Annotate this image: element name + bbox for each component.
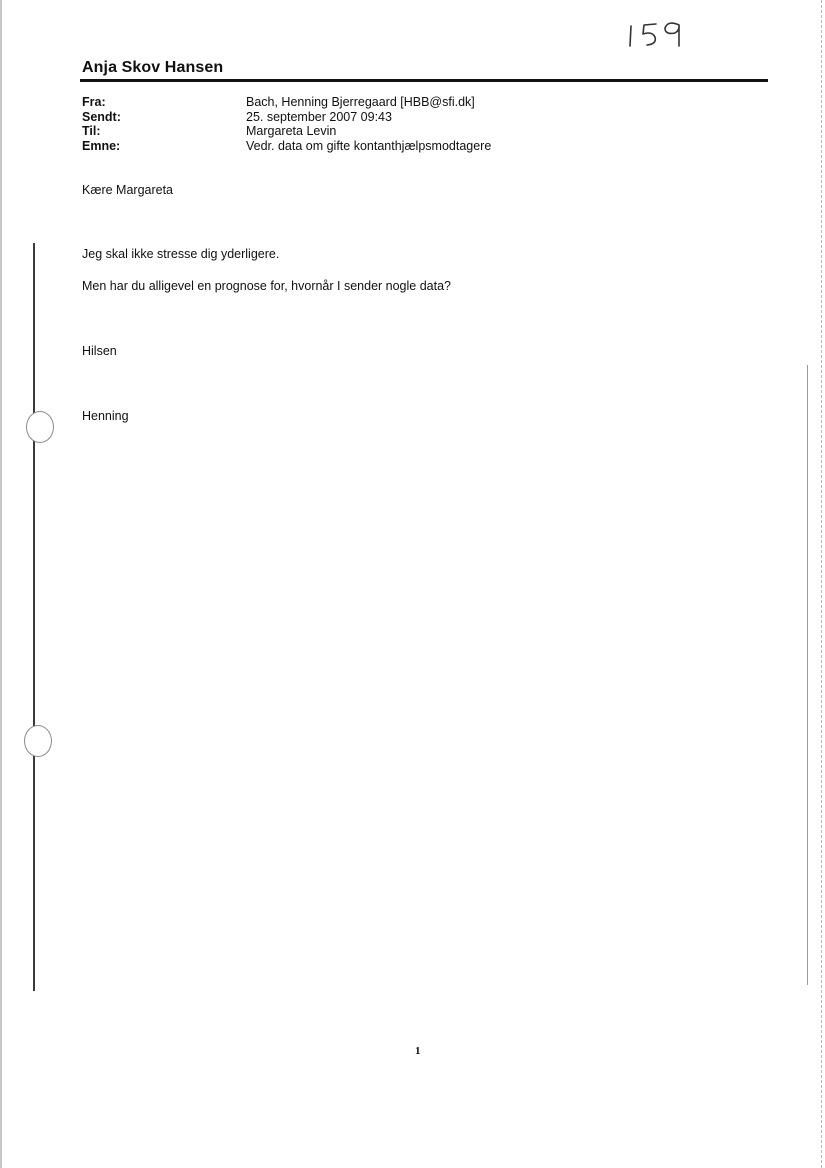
subject-value: Vedr. data om gifte kontanthjælpsmodtagere [246, 138, 492, 153]
sent-value: 25. september 2007 09:43 [246, 109, 392, 124]
email-body-line: Jeg skal ikke stresse dig yderligere. [82, 247, 280, 261]
email-body-line: Men har du alligevel en prognose for, hvornår I sender nogle data? [82, 279, 451, 293]
from-row [82, 95, 491, 110]
punch-hole [26, 411, 54, 443]
to-row [82, 124, 491, 139]
subject-label: Emne: [82, 138, 121, 153]
from-value: Bach, Henning Bjerregaard [HBB@sfi.dk] [246, 95, 475, 109]
scan-right-mark [807, 365, 808, 985]
to-label: Til: [82, 124, 101, 138]
email-greeting: Kære Margareta [82, 183, 174, 197]
page-number: 1 [415, 1045, 421, 1057]
subject-row [82, 139, 491, 154]
scan-right-edge [821, 0, 823, 1168]
email-header [82, 95, 491, 153]
sent-label: Sendt: [82, 109, 121, 124]
title-underline [80, 79, 768, 82]
sent-row [82, 110, 491, 125]
binder-margin-line [33, 243, 35, 991]
from-label: Fra: [82, 95, 106, 109]
email-closing: Hilsen [82, 344, 117, 358]
to-value: Margareta Levin [246, 124, 337, 138]
punch-hole [24, 725, 52, 757]
scan-left-edge [0, 0, 2, 1168]
email-signature: Henning [82, 409, 129, 423]
document-title: Anja Skov Hansen [82, 59, 224, 76]
handwritten-page-number [626, 16, 686, 50]
